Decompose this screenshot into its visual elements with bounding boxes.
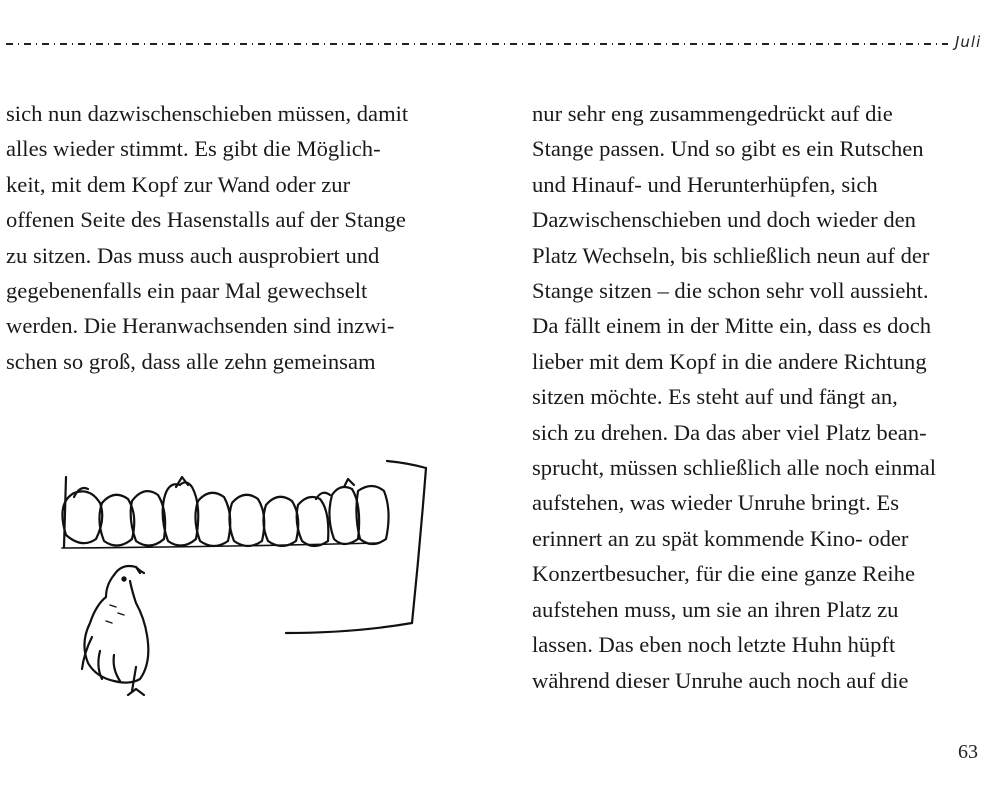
roosting-chickens-row [62, 477, 388, 546]
text-line: Platz Wechseln, bis schließlich neun auf der [532, 242, 930, 268]
chicken-drawing-icon [36, 455, 446, 700]
text-line: offenen Seite des Hasenstalls auf der Stange [6, 207, 406, 233]
text-line: sich zu drehen. Da das aber viel Platz bean- [532, 419, 927, 445]
text-line: während dieser Unruhe auch noch auf die [532, 667, 909, 693]
text-line: Da fällt einem in der Mitte ein, dass es doch [532, 313, 932, 339]
text-line: aufstehen, was wieder Unruhe bringt. Es [532, 490, 900, 516]
text-line: Stange sitzen – die schon sehr voll aussieht. [532, 278, 929, 304]
text-line: und Hinauf- und Herunterhüpfen, sich [532, 171, 878, 197]
running-header-month: Juli [955, 33, 982, 51]
text-line: Dazwischenschieben und doch wieder den [532, 207, 916, 233]
text-line: alles wieder stimmt. Es gibt die Möglich- [6, 136, 381, 162]
text-line: werden. Die Heranwachsenden sind inzwi- [6, 313, 395, 339]
text-line: schen so groß, dass alle zehn gemeinsam [6, 348, 376, 374]
text-line: lassen. Das eben noch letzte Huhn hüpft [532, 632, 896, 658]
text-line: Stange passen. Und so gibt es ein Rutschen [532, 136, 924, 162]
text-line: nur sehr eng zusammengedrückt auf die [532, 101, 893, 126]
right-text-column [532, 96, 1000, 698]
text-line: Konzertbesucher, für die eine ganze Reihe [532, 561, 916, 587]
text-line: aufstehen muss, um sie an ihren Platz zu [532, 596, 899, 622]
text-line: zu sitzen. Das muss auch ausprobiert und [6, 242, 380, 268]
text-line: keit, mit dem Kopf zur Wand oder zur [6, 171, 351, 197]
text-line: gegebenenfalls ein paar Mal gewechselt [6, 278, 368, 304]
chickens-on-perch-illustration [36, 455, 446, 700]
header-dashed-rule [6, 43, 948, 45]
text-line: erinnert an zu spät kommende Kino- oder [532, 525, 909, 551]
text-line: sitzen möchte. Es steht auf und fängt an, [532, 384, 898, 410]
text-line: sich nun dazwischenschieben müssen, damit [6, 101, 409, 126]
left-text-column [6, 96, 476, 379]
standing-chicken [82, 566, 148, 695]
text-line: sprucht, müssen schließlich alle noch einmal [532, 455, 937, 481]
page-number: 63 [958, 741, 978, 763]
text-line: lieber mit dem Kopf in die andere Richtung [532, 348, 927, 374]
